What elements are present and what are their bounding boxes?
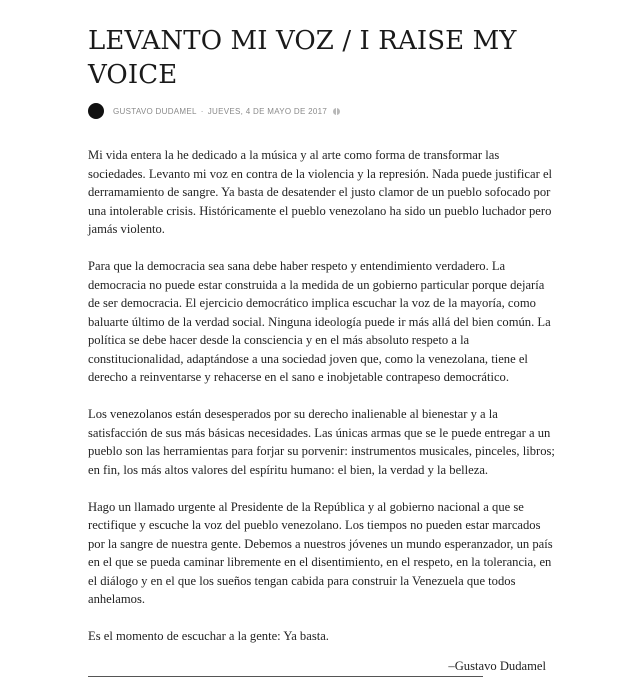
paragraph: Los venezolanos están desesperados por su derecho inalienable al bienestar y a la satisfacción de sus más básicas necesidades. Las únicas armas que se le puede entregar a un pueblo son las herramientas para forjar su porvenir: instrumentos musicales, pinceles, libros; en fin, los más altos valores del espíritu humano: el bien, la verdad y la belleza.	[88, 407, 555, 477]
byline-separator: ·	[200, 106, 204, 116]
paragraph: Es el momento de escuchar a la gente: Ya basta.	[88, 629, 329, 643]
publish-date[interactable]: JUEVES, 4 DE MAYO DE 2017	[207, 106, 328, 116]
paragraph: Para que la democracia sea sana debe haber respeto y entendimiento verdadero. La democracia no puede estar construida a la medida de un gobierno particular porque dejaría de ser democracia. El ejercicio democrático implica escuchar la voz de la mayoría, como baluarte último de la verdad social. Ninguna ideología puede ir más allá del bien común. La política se debe hacer desde la consciencia y en el más absoluto respeto a la constitucionalidad, adaptándose a una sociedad joven que, como la venezolana, tiene el derecho a reinventarse y rehacerse en el sano e inobjetable contrapeso democrático.	[88, 259, 551, 384]
signature: –Gustavo Dudamel	[448, 659, 546, 673]
byline	[88, 100, 558, 122]
article-body	[88, 146, 558, 646]
divider	[88, 676, 483, 677]
globe-icon	[333, 108, 340, 115]
paragraph: Hago un llamado urgente al Presidente de la República y al gobierno nacional a que se rectifique y escuche la voz del pueblo venezolano. Los tiempos no pueden estar marcados por la sangre de nuestra gente. Debemos a nuestros jóvenes un mundo esperanzador, un país en el que se pueda caminar libremente en el disentimiento, en el respeto, en la tolerancia, en el diálogo y en el que los sueños tengan cabida para construir la Venezuela que todos anhelamos.	[88, 499, 553, 606]
author-avatar[interactable]	[88, 103, 104, 119]
article-title: LEVANTO MI VOZ / I RAISE MY VOICE	[88, 26, 517, 90]
author-name[interactable]: GUSTAVO DUDAMEL	[113, 106, 197, 116]
article	[88, 24, 558, 674]
paragraph: Mi vida entera la he dedicado a la música y al arte como forma de transformar las sociedades. Levanto mi voz en contra de la violencia y la represión. Nada puede justificar el derramamiento de sangre. Ya basta de desatender el justo clamor de un pueblo sofocado por una intolerable crisis. Históricamente el pueblo venezolano ha sido un pueblo luchador pero jamás violento.	[88, 148, 553, 236]
